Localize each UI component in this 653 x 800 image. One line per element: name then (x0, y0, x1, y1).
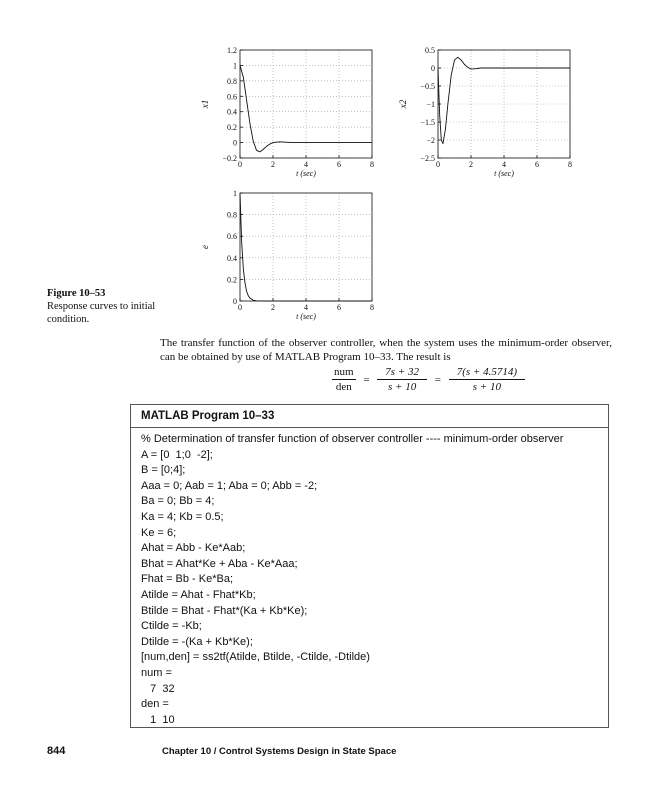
y-tick-label: 0.2 (227, 275, 237, 285)
y-tick-label: 0.6 (227, 232, 237, 242)
x-tick-label: 6 (535, 160, 539, 169)
code-line: Bhat = Ahat*Ke + Aba - Ke*Aaa; (141, 557, 298, 570)
code-line: 7 32 (141, 682, 175, 695)
rhs-denominator: s + 10 (472, 381, 501, 393)
code-line: Ke = 6; (141, 526, 177, 539)
middle-denominator: s + 10 (388, 381, 417, 393)
y-tick-label: 1.2 (227, 46, 237, 55)
code-line: % Determination of transfer function of observer controller ---- minimum-order observer (141, 433, 564, 445)
plot-x2 (394, 44, 574, 184)
y-tick-label: −0.2 (222, 154, 237, 163)
x-tick-label: 4 (304, 303, 308, 312)
equals-sign: = (363, 373, 370, 386)
rhs-numerator: 7(s + 4.5714) (449, 366, 525, 380)
plot-e (196, 187, 376, 327)
chart-x1 (196, 44, 376, 184)
code-line: Ctilde = -Kb; (141, 620, 202, 633)
y-tick-label: 0.5 (425, 46, 435, 55)
matlab-code (131, 428, 608, 728)
chart-e (196, 187, 376, 327)
y-tick-label: −0.5 (420, 82, 435, 91)
y-tick-label: 0 (233, 297, 237, 306)
y-tick-label: 0.8 (227, 76, 237, 86)
lhs-numerator: num (334, 366, 354, 378)
lhs-denominator: den (335, 381, 352, 393)
figure-label: Figure 10–53 (47, 288, 106, 299)
y-tick-label: 0.2 (227, 123, 237, 133)
x-tick-label: 6 (337, 303, 341, 312)
code-line: Ba = 0; Bb = 4; (141, 495, 215, 508)
x-tick-label: 4 (502, 160, 506, 169)
y-tick-label: −2.5 (420, 154, 435, 163)
x-tick-label: 8 (568, 160, 572, 169)
body-paragraph: The transfer function of the observer controller, when the system uses the minimum-order observer, can be obtained by use of MATLAB Program 10–33. The result is (160, 337, 612, 363)
y-tick-label: 0.4 (227, 107, 237, 117)
code-line: Btilde = Bhat - Fhat*(Ka + Kb*Ke); (141, 604, 308, 617)
series-line (438, 57, 570, 143)
y-tick-label: 0 (431, 64, 435, 73)
x-axis-label: t (sec) (296, 169, 316, 178)
code-line: Ka = 4; Kb = 0.5; (141, 510, 224, 523)
x-tick-label: 8 (370, 303, 374, 312)
code-line: Fhat = Bb - Ke*Ba; (141, 573, 234, 586)
figure-caption (47, 287, 157, 326)
series-line (240, 65, 372, 151)
x-tick-label: 4 (304, 160, 308, 169)
figure-caption-text: Response curves to initial condition. (47, 301, 156, 325)
y-tick-label: 0.8 (227, 210, 237, 220)
y-tick-label: 1 (233, 189, 237, 198)
code-line: [num,den] = ss2tf(Atilde, Btilde, -Ctilde, -Dtilde) (141, 651, 370, 664)
code-line: Aaa = 0; Aab = 1; Aba = 0; Abb = -2; (141, 479, 318, 492)
y-tick-label: 1 (233, 61, 237, 71)
y-tick-label: −2 (426, 136, 435, 145)
running-footer: Chapter 10 / Control Systems Design in State Space (162, 746, 397, 757)
x-tick-label: 0 (238, 303, 242, 312)
matlab-program-title: MATLAB Program 10–33 (131, 405, 608, 428)
code-line: Dtilde = -(Ka + Kb*Ke); (141, 635, 253, 648)
y-axis-label: x2 (398, 99, 408, 109)
transfer-function-equation (332, 366, 525, 393)
y-tick-label: −1 (426, 100, 435, 109)
x-tick-label: 8 (370, 160, 374, 169)
x-axis-label: t (sec) (296, 312, 316, 321)
code-line: den = (141, 698, 169, 711)
plot-x1 (196, 44, 376, 184)
fraction-middle (377, 366, 427, 393)
code-line: A = [0 1;0 -2]; (141, 448, 213, 461)
fraction-rhs (449, 366, 525, 393)
code-line: 1 10 (141, 713, 175, 726)
y-axis-label: e (200, 245, 210, 249)
y-tick-label: 0.6 (227, 92, 237, 102)
x-tick-label: 0 (238, 160, 242, 169)
y-tick-label: −1.5 (420, 118, 435, 127)
x-tick-label: 6 (337, 160, 341, 169)
x-axis-label: t (sec) (494, 169, 514, 178)
page-number: 844 (47, 745, 66, 757)
code-line: num = (141, 666, 172, 679)
code-line: B = [0;4]; (141, 464, 186, 477)
x-tick-label: 2 (469, 160, 473, 169)
y-axis-label: x1 (200, 99, 210, 109)
matlab-program-box (130, 404, 609, 728)
chart-x2 (394, 44, 574, 184)
y-tick-label: 0 (233, 138, 237, 148)
code-line: Atilde = Ahat - Fhat*Kb; (141, 588, 256, 601)
code-line: Ahat = Abb - Ke*Aab; (141, 542, 246, 555)
fraction-lhs (332, 366, 356, 393)
equals-sign-2: = (434, 373, 441, 386)
x-tick-label: 0 (436, 160, 440, 169)
y-tick-label: 0.4 (227, 253, 237, 263)
middle-numerator: 7s + 32 (377, 366, 427, 380)
x-tick-label: 2 (271, 160, 275, 169)
x-tick-label: 2 (271, 303, 275, 312)
